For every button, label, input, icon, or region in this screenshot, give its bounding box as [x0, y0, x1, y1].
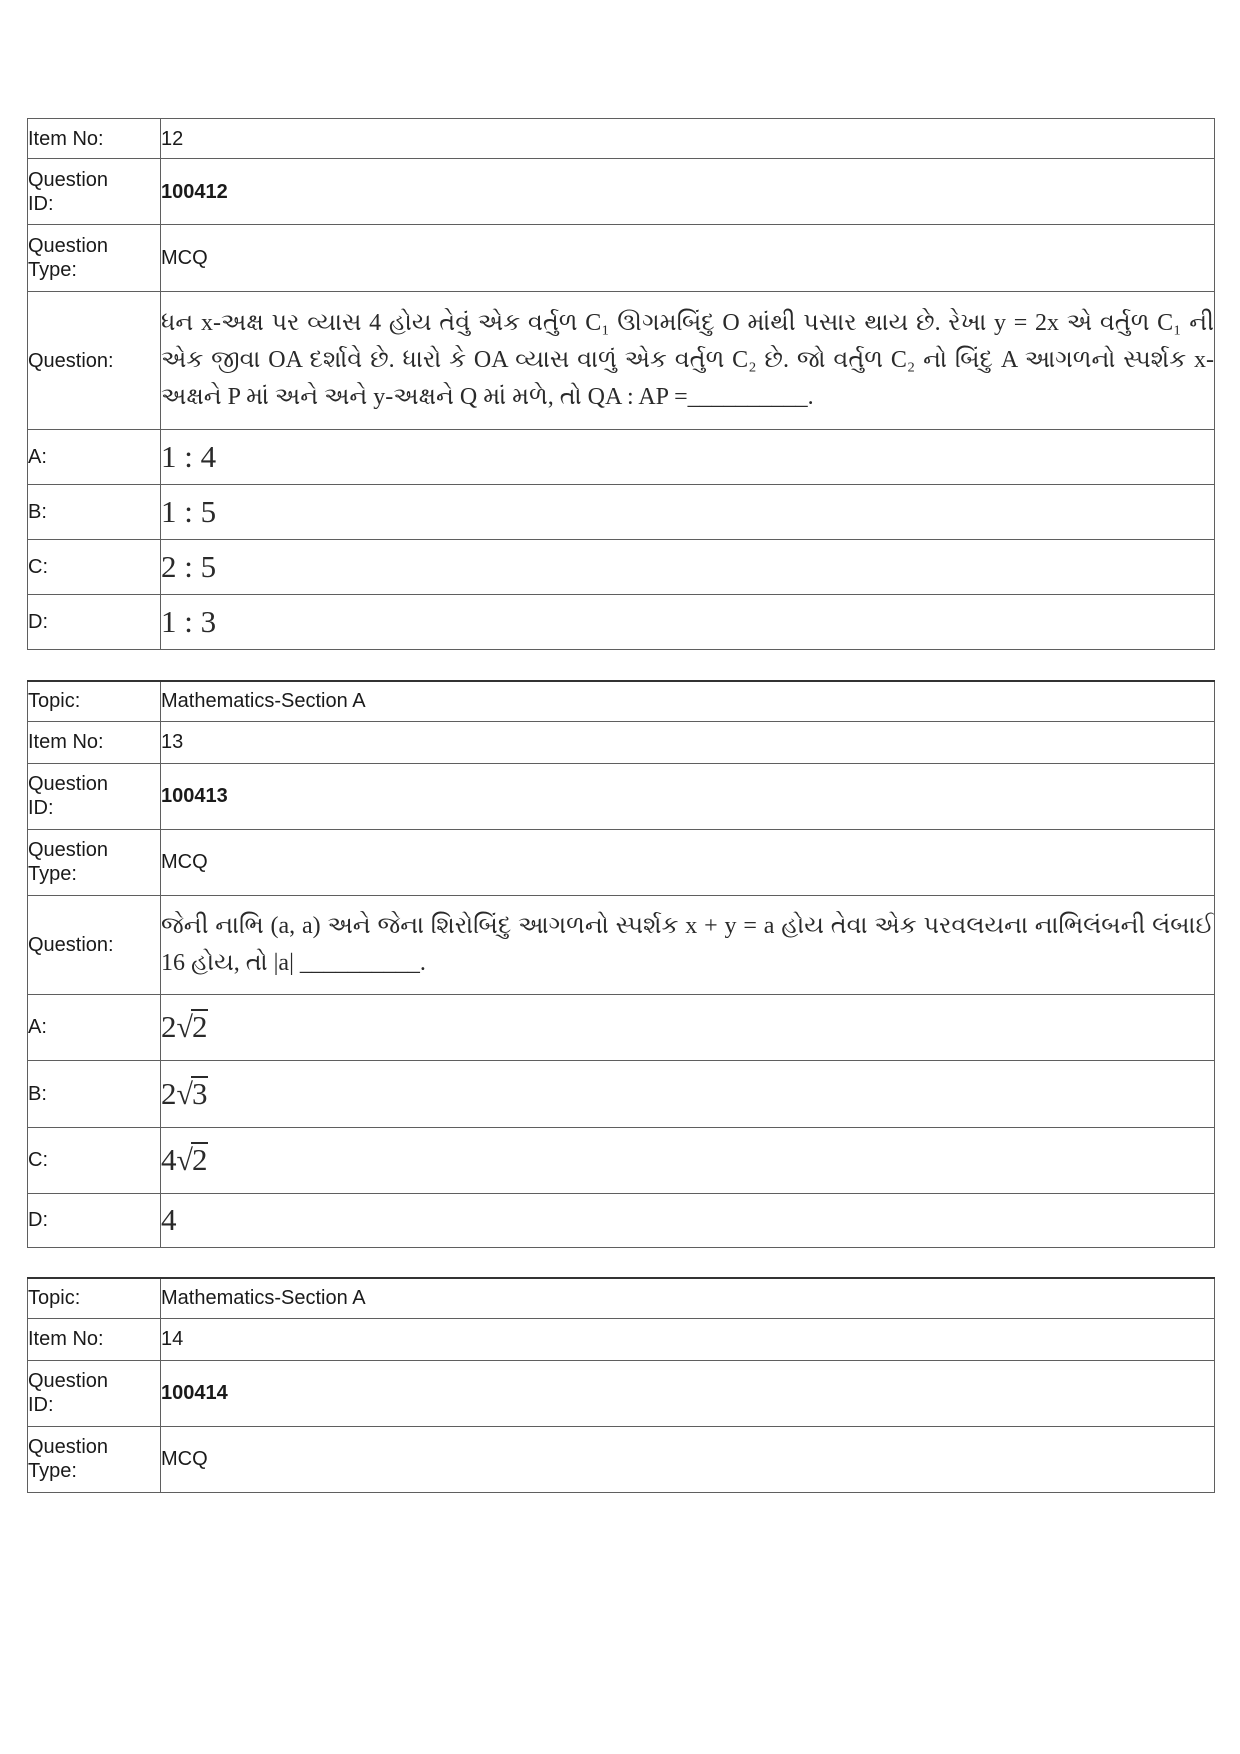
item-no-row	[28, 1318, 1215, 1360]
question-type-label: Question Type:	[28, 1426, 161, 1492]
option-a-coefficient: 2	[161, 1009, 177, 1044]
option-b-coefficient: 2	[161, 1075, 177, 1111]
question-id-value: 100414	[161, 1360, 1215, 1426]
option-b-value	[161, 1060, 1215, 1127]
option-d-value: 1 : 3	[161, 595, 1215, 650]
question-row	[28, 292, 1215, 430]
question-type-label: Question Type:	[28, 829, 161, 895]
option-c-radicand: 2	[191, 1142, 208, 1177]
option-c-value: 2 : 5	[161, 540, 1215, 595]
option-d-label: D:	[28, 595, 161, 650]
question-type-value: MCQ	[161, 829, 1215, 895]
topic-row	[28, 681, 1215, 721]
option-a-radicand: 2	[191, 1009, 208, 1044]
item-no-value: 14	[161, 1318, 1215, 1360]
option-d-label: D:	[28, 1193, 161, 1247]
option-c-value	[161, 1127, 1215, 1193]
question-id-label: Question ID:	[28, 159, 161, 225]
question-id-row	[28, 1360, 1215, 1426]
item-no-label: Item No:	[28, 721, 161, 763]
question-label: Question:	[28, 895, 161, 994]
option-row-b	[28, 485, 1215, 540]
square-root-symbol: √	[176, 1077, 193, 1111]
item-no-row	[28, 721, 1215, 763]
question-id-row	[28, 159, 1215, 225]
topic-label: Topic:	[28, 1278, 161, 1318]
question-text: ધન x-અક્ષ પર વ્યાસ 4 હોય તેવું એક વર્તુળ C₁ ઊગમબિંદુ O માંથી પસાર થાય છે. રેખા y = 2x એ વર્તુળ C₁ ની એક જીવા OA દર્શાવે છે. ધારો કે OA વ્યાસ વાળું એક વર્તુળ C₂ છે. જો વર્તુળ C₂ નો બિંદુ A આગળનો સ્પર્શક x-અક્ષને P માં અને અને y-અક્ષને Q માં મળે, તો QA : AP =__________.	[161, 310, 1214, 410]
option-b-radicand: 3	[191, 1075, 208, 1111]
question-id-label: Question ID:	[28, 763, 161, 829]
option-row-d	[28, 595, 1215, 650]
topic-value: Mathematics-Section A	[161, 1278, 1215, 1318]
square-root-symbol: √	[176, 1011, 193, 1044]
option-a-value	[161, 994, 1215, 1060]
question-table-item-14	[27, 1277, 1215, 1493]
question-id-row	[28, 763, 1215, 829]
question-type-value: MCQ	[161, 225, 1215, 292]
square-root-symbol: √	[176, 1144, 193, 1177]
option-row-d	[28, 1193, 1215, 1247]
option-row-c	[28, 540, 1215, 595]
question-type-label: Question Type:	[28, 225, 161, 292]
item-no-row	[28, 119, 1215, 159]
question-type-row	[28, 829, 1215, 895]
option-row-c	[28, 1127, 1215, 1193]
option-d-coefficient: 4	[161, 1202, 177, 1237]
question-id-value: 100413	[161, 763, 1215, 829]
question-id-label: Question ID:	[28, 1360, 161, 1426]
question-type-row	[28, 1426, 1215, 1492]
topic-row	[28, 1278, 1215, 1318]
item-no-label: Item No:	[28, 119, 161, 159]
option-a-value: 1 : 4	[161, 430, 1215, 485]
topic-label: Topic:	[28, 681, 161, 721]
item-no-value: 13	[161, 721, 1215, 763]
option-c-coefficient: 4	[161, 1142, 177, 1177]
question-text: જેની નાભિ (a, a) અને જેના શિરોબિંદુ આગળનો સ્પર્શક x + y = a હોય તેવા એક પરવલયના નાભિલંબની લંબાઈ 16 હોય, તો |a| __________.	[161, 912, 1214, 976]
question-id-value: 100412	[161, 159, 1215, 225]
question-label: Question:	[28, 292, 161, 430]
option-row-b	[28, 1060, 1215, 1127]
item-no-label: Item No:	[28, 1318, 161, 1360]
topic-value: Mathematics-Section A	[161, 681, 1215, 721]
option-row-a	[28, 994, 1215, 1060]
option-d-value	[161, 1193, 1215, 1247]
option-row-a	[28, 430, 1215, 485]
option-b-label: B:	[28, 485, 161, 540]
option-b-value: 1 : 5	[161, 485, 1215, 540]
item-no-value: 12	[161, 119, 1215, 159]
option-b-label: B:	[28, 1060, 161, 1127]
question-table-item-12	[27, 118, 1215, 650]
question-row	[28, 895, 1215, 994]
option-a-label: A:	[28, 430, 161, 485]
question-cell	[161, 292, 1215, 430]
question-cell	[161, 895, 1215, 994]
option-c-label: C:	[28, 540, 161, 595]
option-a-label: A:	[28, 994, 161, 1060]
question-type-row	[28, 225, 1215, 292]
question-table-item-13	[27, 680, 1215, 1248]
option-c-label: C:	[28, 1127, 161, 1193]
question-type-value: MCQ	[161, 1426, 1215, 1492]
